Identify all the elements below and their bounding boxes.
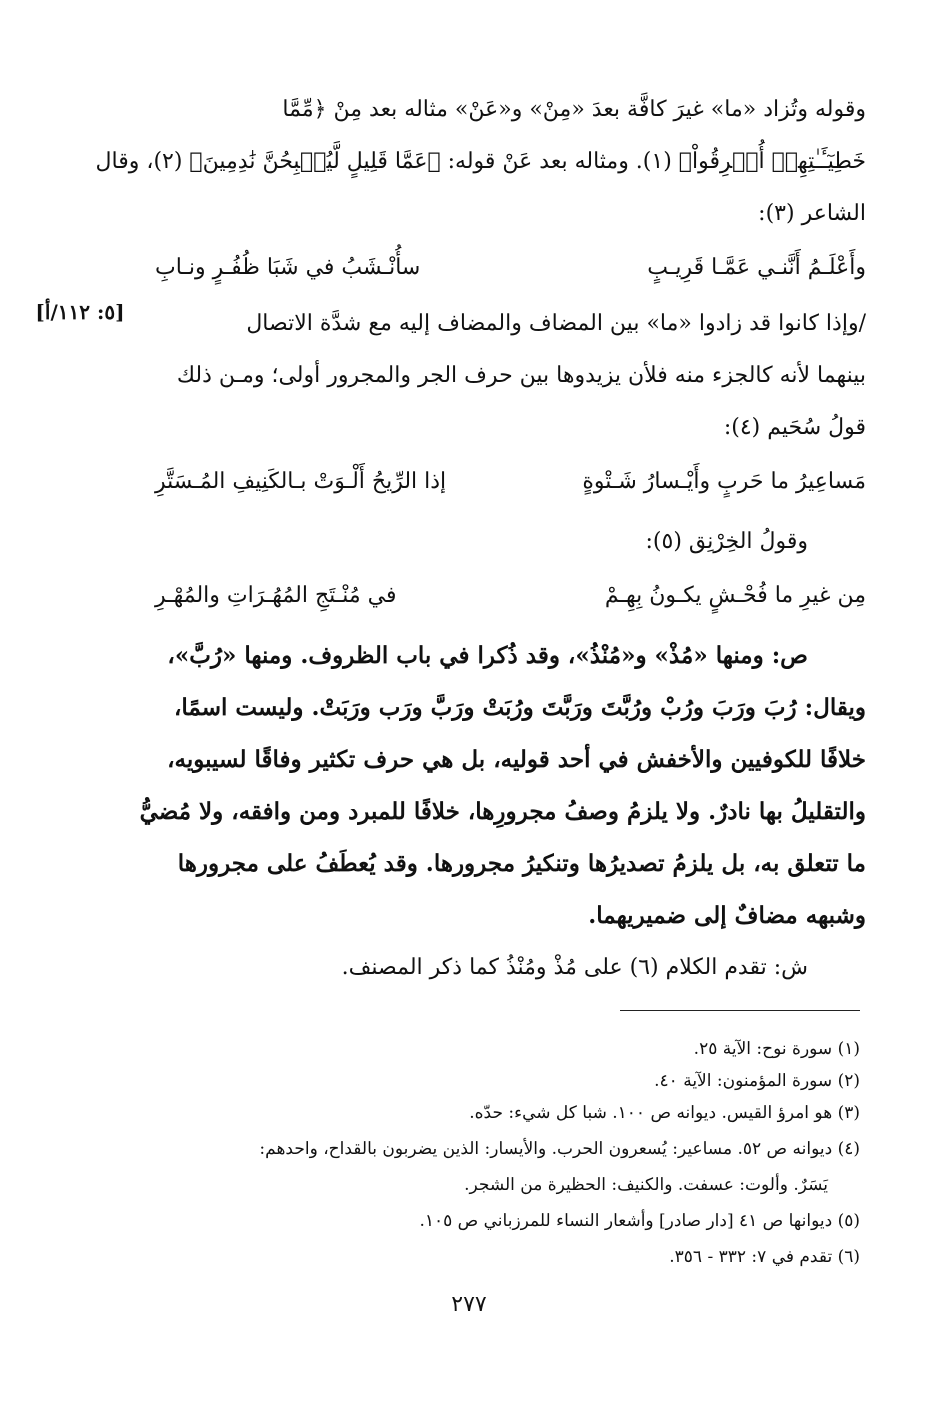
matn-line-1: ص: ومنها «مُذْ» و«مُنْذُ»، وقد ذُكرا في باب الظروف. ومنها «رُبَّ»، — [167, 642, 808, 669]
footnote-5: (٥) ديوانها ص ٤١ [دار صادر] وأشعار النساء للمرزباني ص ١٠٥. — [419, 1211, 860, 1231]
matn-line-3: خلافًا للكوفيين والأخفش في أحد قوليه، بل هي حرف تكثير وفاقًا لسيبويه، — [167, 746, 866, 773]
footnote-1: (١) سورة نوح: الآية ٢٥. — [693, 1039, 860, 1059]
manuscript-folio-reference: [٥: ١١٢/أ] — [35, 300, 125, 324]
footnote-6: (٦) تقدم في ٧: ٣٣٢ - ٣٥٦. — [669, 1247, 860, 1267]
text-line-6: قولُ سُحَيم (٤): — [723, 415, 866, 440]
text-line-1: وقوله وتُزاد «ما» غيرَ كافَّة بعدَ «مِنْ» و«عَنْ» مثاله بعد مِنْ ﴿مِّمَّا — [282, 97, 866, 122]
verse-1-first-hemistich: وأَعْلَـمُ أَنَّنـي عَمَّـا قَرِيـبٍ — [647, 255, 866, 280]
matn-line-2: ويقال: رُبَ ورَبَ ورُبْ ورُبَّتَ ورَبَّتَ ورُبَتْ ورَبَّ ورَب ورَبَتْ. وليست اسمًا، — [173, 694, 866, 721]
commentary-line-1: ش: تقدم الكلام (٦) على مُذْ ومُنْذُ كما ذكر المصنف. — [341, 955, 808, 980]
footnote-4-continuation: يَسَرٌ. وألوت: عسفت. والكنيف: الحظيرة من الشجر. — [464, 1175, 828, 1195]
verse-2-first-hemistich: مَساعِيرُ ما حَربٍ وأَيْـسارُ شَـتْوةٍ — [582, 469, 866, 494]
footnote-2: (٢) سورة المؤمنون: الآية ٤٠. — [654, 1071, 860, 1091]
text-line-4: /وإذا كانوا قد زادوا «ما» بين المضاف والمضاف إليه مع شدَّة الاتصال — [246, 311, 866, 336]
text-line-5: بينهما لأنه كالجزء منه فلأن يزيدوها بين حرف الجر والمجرور أولى؛ ومـن ذلك — [176, 363, 866, 388]
verse-2-second-hemistich: إذا الرِّيحُ أَلْـوَتْ بـالكَنِيفِ المُـسَتَّرِ — [155, 469, 447, 494]
footnote-separator — [620, 1010, 860, 1011]
verse-3-second-hemistich: في مُنْـتَجِ المُهُـرَاتِ والمُهْـرِ — [155, 583, 397, 608]
verse-3-first-hemistich: مِن غيرِ ما فُحْـشٍ يكـونُ بِهِـمْ — [604, 583, 866, 608]
text-line-7: وقولُ الخِرْنِق (٥): — [645, 529, 808, 554]
matn-line-6: وشبهه مضافٌ إلى ضميريهما. — [588, 902, 866, 929]
page-number: ٢٧٧ — [451, 1292, 487, 1317]
matn-line-4: والتقليلُ بها نادرٌ. ولا يلزمُ وصفُ مجرورِها، خلافًا للمبرد ومن وافقه، ولا مُضيُّ — [139, 798, 866, 825]
matn-line-5: ما تتعلق به، بل يلزمُ تصديرُها وتنكيرُ مجرورها. وقد يُعطَفُ على مجرورها — [177, 850, 866, 877]
verse-1-second-hemistich: سأُنْـشَبُ في شَبَا ظُفُـرٍ ونـابِ — [155, 255, 421, 280]
text-line-3: الشاعر (٣): — [758, 201, 866, 226]
footnote-4: (٤) ديوانه ص ٥٢. مساعير: يُسعرون الحرب. والأيسار: الذين يضربون بالقداح، واحدهم: — [259, 1139, 860, 1159]
text-line-2: خَطِيٓـَٔـٰتِهِمۡ أُغۡرِقُواْ﴾ (١). ومثاله بعد عَنْ قوله: ﴿عَمَّا قَلِيلٍ لَّيُصۡبِحُنَّ نَٰدِمِينَ﴾ (٢)، وقال — [95, 149, 866, 174]
footnote-3: (٣) هو امرؤ القيس. ديوانه ص ١٠٠. شبا كل شيء: حدّه. — [469, 1103, 860, 1123]
